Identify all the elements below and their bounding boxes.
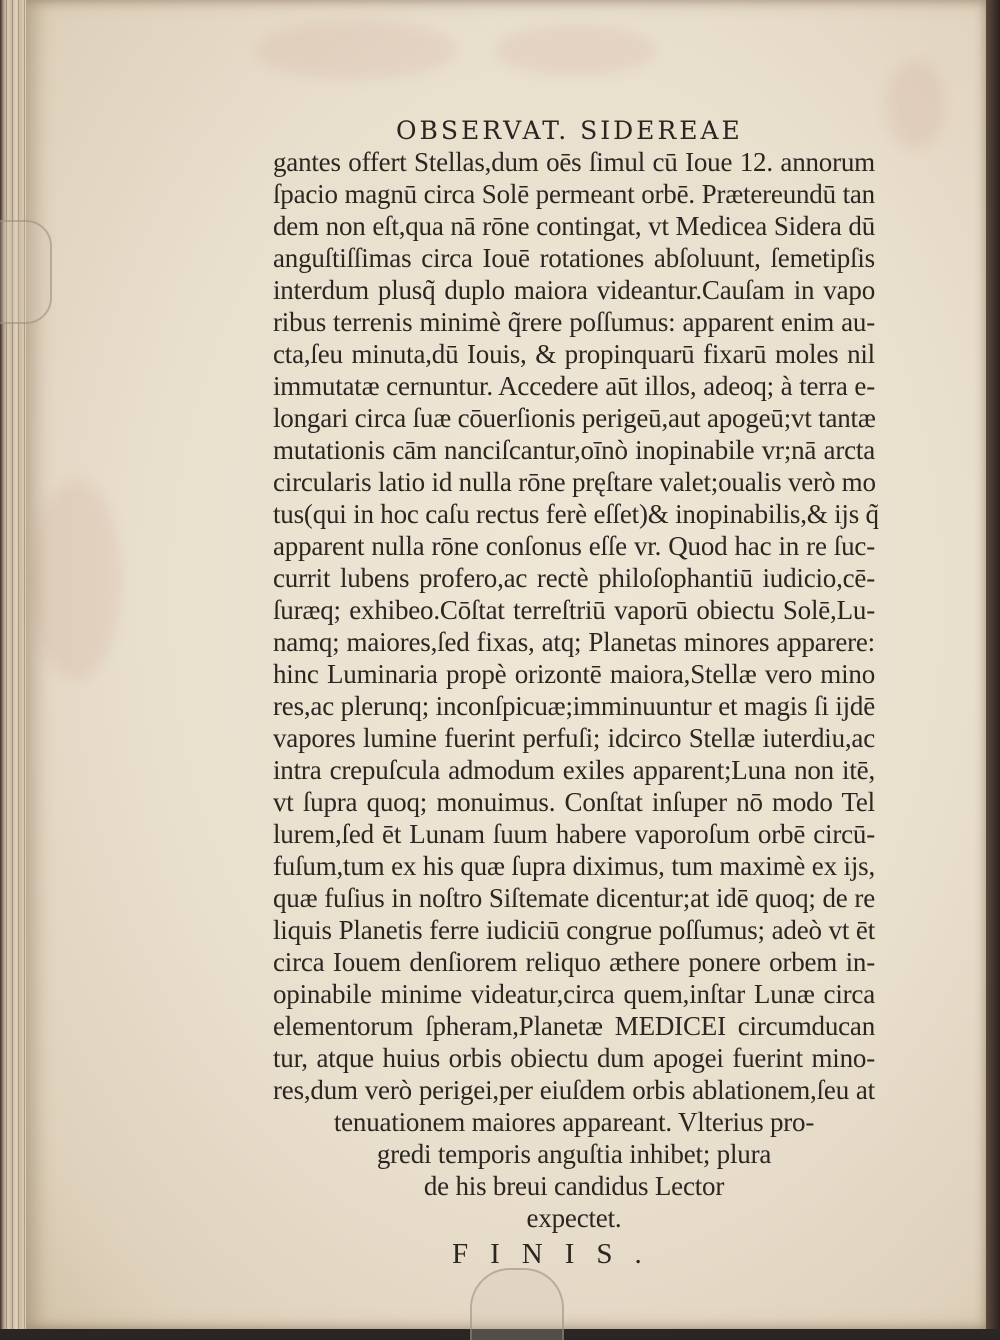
text-line: ſpacio magnū circa Solē permeant orbē. Prætereundū tan (273, 179, 875, 209)
text-line: gantes offert Stellas,dum oēs ſimul cū Ioue 12. annorum (273, 147, 875, 177)
text-line: currit lubens profero,ac rectè philoſophantiū iudicio,cē- (273, 563, 875, 593)
text-line: intra crepuſcula admodum exiles apparent;Luna non itē, (273, 755, 875, 785)
text-line: expectet. (526, 1203, 622, 1233)
text-line: interdum plusq̃ duplo maiora videantur.Cauſam in vapo (273, 275, 875, 305)
text-line: quæ fuſius in noſtro Siſtemate dicentur;at idē quoq; de re (273, 883, 875, 913)
text-line: dem non eſt,qua nā rōne contingat, vt Medicea Sidera dū (273, 211, 875, 241)
text-line: anguſtiſſimas circa Iouē rotationes abſoluunt, ſemetipſis (273, 243, 875, 273)
text-line: circularis latio id nulla rōne pręſtare valet;oualis verò mo (273, 467, 876, 497)
text-line: res,ac plerunq; inconſpicuæ;imminuuntur et magis ſi ijdē (273, 691, 875, 721)
text-line: vapores lumine fuerint perfuſi; idcirco Stellæ iuterdiu,ac (273, 723, 875, 753)
text-line: longari circa ſuæ cōuerſionis perigeū,aut apogeū;vt tantæ (273, 403, 876, 433)
running-header: OBSERVAT. SIDEREAE (396, 116, 743, 145)
finis-colophon: FINIS. (452, 1238, 664, 1270)
text-line: liquis Planetis ferre iudiciū congrue poſſumus; adeò vt ēt (273, 915, 875, 945)
text-line: tus(qui in hoc caſu rectus ferè eſſet)& inopinabilis,& ijs q̃ (273, 499, 879, 529)
text-line: lurem,ſed ēt Lunam ſuum habere vaporoſum orbē circū- (273, 819, 875, 849)
text-line: de his breui candidus Lector (423, 1171, 725, 1201)
text-line: fuſum,tum ex his quæ ſupra diximus, tum maximè ex ijs, (273, 851, 875, 881)
text-line: opinabile minime videatur,circa quem,inſtar Lunæ circa (273, 979, 875, 1009)
page-clip-bottom (470, 1268, 564, 1340)
text-line: hinc Luminaria propè orizontē maiora,Stellæ vero mino (273, 659, 875, 689)
text-line: elementorum ſpheram,Planetæ MEDICEI circumducan (273, 1011, 875, 1041)
text-line: mutationis cām nanciſcantur,oīnò inopinabile vr;nā arcta (273, 435, 875, 465)
text-line: circa Iouem denſiorem reliquo æthere ponere orbem in- (273, 947, 875, 977)
text-line: tenuationem maiores appareant. Vlterius pro- (333, 1107, 815, 1137)
text-line: ribus terrenis minimè q̃rere poſſumus: apparent enim au- (273, 307, 875, 337)
text-line: gredi temporis anguſtia inhibet; plura (376, 1139, 772, 1169)
text-line: apparent nulla rōne conſonus eſſe vr. Quod hac in re ſuc- (273, 531, 875, 561)
text-line: namq; maiores,ſed fixas, atq; Planetas minores apparere: (273, 627, 875, 657)
text-line: tur, atque huius orbis obiectu dum apogei fuerint mino- (273, 1043, 875, 1073)
page-clip-left (0, 220, 52, 324)
text-line: vt ſupra quoq; monuimus. Conſtat inſuper nō modo Tel (273, 787, 875, 817)
binding-shadow (986, 0, 1000, 1329)
text-line: immutatæ cernuntur. Accedere aūt illos, adeoq; à terra e- (273, 371, 875, 401)
text-line: res,dum verò perigei,per eiuſdem orbis ablationem,ſeu at (273, 1075, 875, 1105)
text-line: cta,ſeu minuta,dū Iouis, & propinquarū fixarū moles nil (273, 339, 875, 369)
text-line: ſuræq; exhibeo.Cōſtat terreſtriū vaporū obiectu Solē,Lu- (273, 595, 875, 625)
